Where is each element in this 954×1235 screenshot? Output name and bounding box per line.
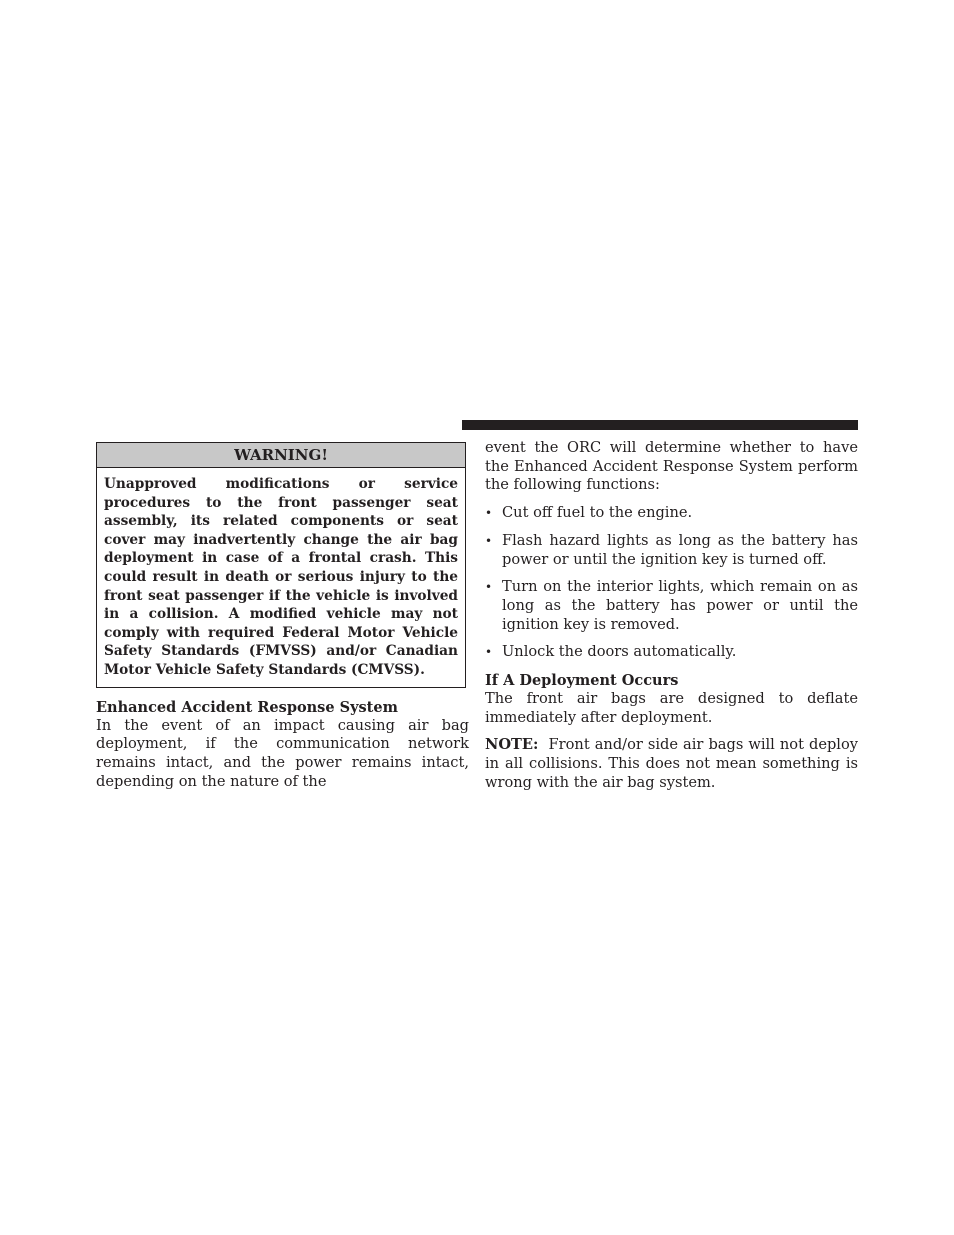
section-heading-enhanced-accident-response: Enhanced Accident Response System — [96, 698, 398, 716]
function-list — [485, 504, 858, 662]
bullet-icon: • — [485, 506, 493, 521]
section-paragraph-enhanced-accident-response: In the event of an impact causing air bag deployment, if the communication network remains intact, and the power remains intact, depending on the nature of the — [96, 716, 469, 790]
list-item-text: Flash hazard lights as long as the battery has power or until the ignition key is turned off. — [502, 531, 858, 568]
section-paragraph-if-deployment-occurs: The front air bags are designed to deflate immediately after deployment. — [485, 690, 858, 726]
list-item-text: Cut off fuel to the engine. — [502, 504, 693, 522]
warning-box — [96, 442, 466, 688]
list-item — [485, 578, 858, 634]
header-rule — [462, 420, 858, 430]
left-column — [96, 442, 469, 791]
right-column — [485, 439, 858, 793]
list-item — [485, 504, 858, 523]
list-item-text: Unlock the doors automatically. — [502, 643, 737, 661]
warning-title: WARNING! — [97, 443, 465, 468]
bullet-icon: • — [485, 533, 493, 548]
warning-text: Unapproved modifications or service procedures to the front passenger seat assembly, its related components or seat cover may inadvertently change the air bag deployment in case of a frontal crash. This could result in death or serious injury to the front seat passenger if the vehicle is involved in a collision. A modified vehicle may not comply with required Federal Motor Vehicle Safety Standards (FMVSS) and/or Canadian Motor Vehicle Safety Standards (CMVSS). — [104, 476, 458, 678]
list-item-text: Turn on the interior lights, which remain on as long as the battery has power or until the ignition key is removed. — [502, 578, 858, 633]
continuation-paragraph: event the ORC will determine whether to have the Enhanced Accident Response System perform the following functions: — [485, 439, 858, 494]
bullet-icon: • — [485, 645, 493, 660]
bullet-icon: • — [485, 580, 493, 595]
list-item — [485, 643, 858, 662]
note-label: NOTE: — [485, 736, 539, 754]
note-text: Front and/or side air bags will not deploy in all collisions. This does not mean something is wrong with the air bag system. — [485, 736, 858, 791]
section-heading-if-deployment-occurs: If A Deployment Occurs — [485, 672, 679, 690]
list-item — [485, 532, 858, 569]
note-paragraph — [485, 736, 858, 792]
